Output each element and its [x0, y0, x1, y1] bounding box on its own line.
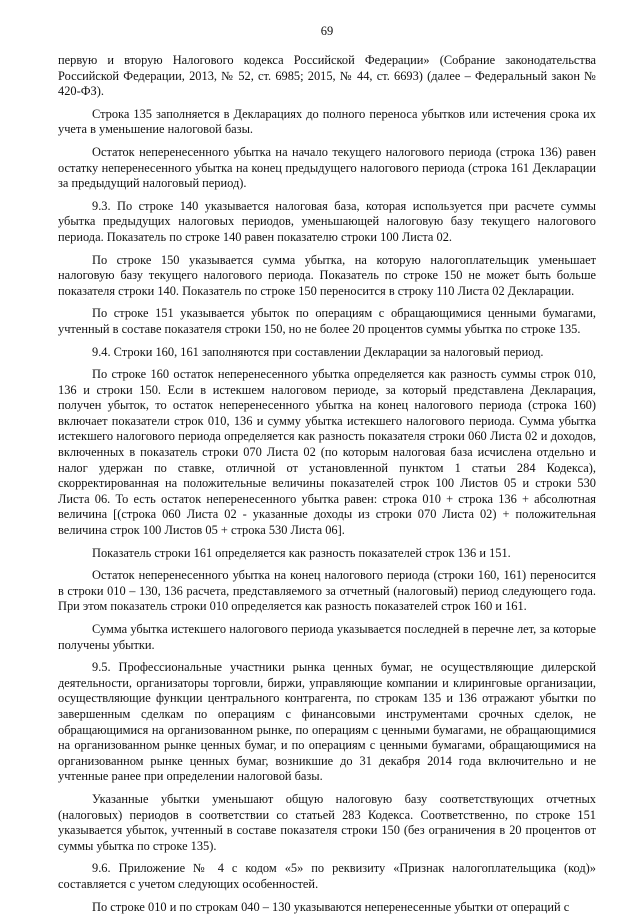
- paragraph-line-010: По строке 010 и по строкам 040 – 130 указываются неперенесенные убытки от операций с: [92, 899, 570, 914]
- paragraph-carryover: Остаток неперенесенного убытка на конец налогового периода (строки 160, 161) переносится в строки 010 – 130, 136 расчета, представляемого за отчетный (налоговый) период следующего года. При этом показатель строки 010 определяется как разность показателей строк 160 и 161.: [58, 568, 596, 614]
- paragraph-loss-reduction: Указанные убытки уменьшают общую налоговую базу соответствующих отчетных (налоговых) периодов в соответствии со статьей 283 Кодекса. Соответственно, по строке 151 указывается убыток, учтенный в составе показателя строки 150 (без ограничения в 20 процентов от суммы убытка по строке 135).: [58, 791, 596, 853]
- paragraph-line-161: Показатель строки 161 определяется как разность показателей строк 136 и 151.: [92, 545, 511, 560]
- paragraph-9-5: 9.5. Профессиональные участники рынка ценных бумаг, не осуществляющие дилерской деятельности, организаторы торговли, биржи, управляющие компании и клиринговые организации, осуществляющие функции центрального контрагента, по строкам 135 и 136 отражают убытки по завершенным сделкам по операциям с финансовыми инструментами срочных сделок, не обращающимися на организованном рынке, по операциям с ценными бумагами, не обращающимися на организованном рынке ценных бумаг, и по операциям с ценными бумагами, обращающимися на организованном рынке ценных бумаг, возникшие до 31 декабря 2014 года включительно и не учтенные ранее при определении налоговой базы.: [58, 660, 596, 784]
- paragraph-line-135: Строка 135 заполняется в Декларациях до полного переноса убытков или истечения срока их учета в уменьшение налоговой базы.: [58, 106, 596, 137]
- paragraph-line-136: Остаток неперенесенного убытка на начало текущего налогового периода (строка 136) равен остатку неперенесенного убытка на конец предыдущего налогового периода (строка 161 Декларации за предыдущий налоговый период).: [58, 144, 596, 191]
- paragraph-9-3: 9.3. По строке 140 указывается налоговая база, которая используется при расчете суммы убытка предыдущих налоговых периодов, уменьшающей налоговую базу текущего налогового периода. Показатель по строке 140 равен показателю строки 100 Листа 02.: [58, 198, 596, 244]
- document-page: [58, 24, 596, 917]
- paragraph-line-150: По строке 150 указывается сумма убытка, на которую налогоплательщик уменьшает налоговую базу текущего налогового периода. Показатель по строке 150 не может быть больше показателя строки 140. Показатель по строке 150 переносится в строку 110 Листа 02 Декларации.: [58, 252, 596, 298]
- page-number: 69: [320, 24, 334, 38]
- paragraph-line-160: По строке 160 остаток неперенесенного убытка определяется как разность суммы строк 010, 136 и строки 150. Если в истекшем налоговом периоде, за который представлена Декларация, получен убыток, то остаток неперенесенного убытка на конец налогового периода (строка 160) включает показатели строк 010, 136 и сумму убытка истекшего налогового периода. Сумма убытка истекшего налогового периода определяется как разность показателя строки 060 Листа 02 и доходов, включенных в показатель строки 070 Листа 02 (по которым налоговая база исчислена отдельно и налог удержан по ставке, отличной от установленной пунктом 1 статьи 284 Кодекса), скорректированная на положительные величины показателей строк 100 Листов 05 и строки 530 Листа 06. То есть остаток неперенесенного убытка равен: строка 010 + строка 136 + абсолютная величина [(строка 060 Листа 02 - указанные доходы из строки 070 Листа 02) + положительная величина строк 100 Листов 05 + строка 530 Листа 06].: [58, 367, 596, 538]
- paragraph-law-reference: первую и вторую Налогового кодекса Российской Федерации» (Собрание законодательства Российской Федерации, 2013, № 52, ст. 6985; 2015, № 44, ст. 6693) (далее – Федеральный закон № 420-ФЗ).: [58, 53, 596, 99]
- paragraph-loss-order: Сумма убытка истекшего налогового периода указывается последней в перечне лет, за которые получены убытки.: [58, 622, 596, 652]
- paragraph-line-151: По строке 151 указывается убыток по операциям с обращающимися ценными бумагами, учтенный в составе показателя строки 150, но не более 20 процентов суммы убытка по строке 135.: [58, 306, 596, 336]
- paragraph-9-6: 9.6. Приложение № 4 с кодом «5» по реквизиту «Признак налогоплательщика (код)» составляется с учетом следующих особенностей.: [58, 861, 596, 891]
- paragraph-9-4: 9.4. Строки 160, 161 заполняются при составлении Декларации за налоговый период.: [92, 344, 544, 359]
